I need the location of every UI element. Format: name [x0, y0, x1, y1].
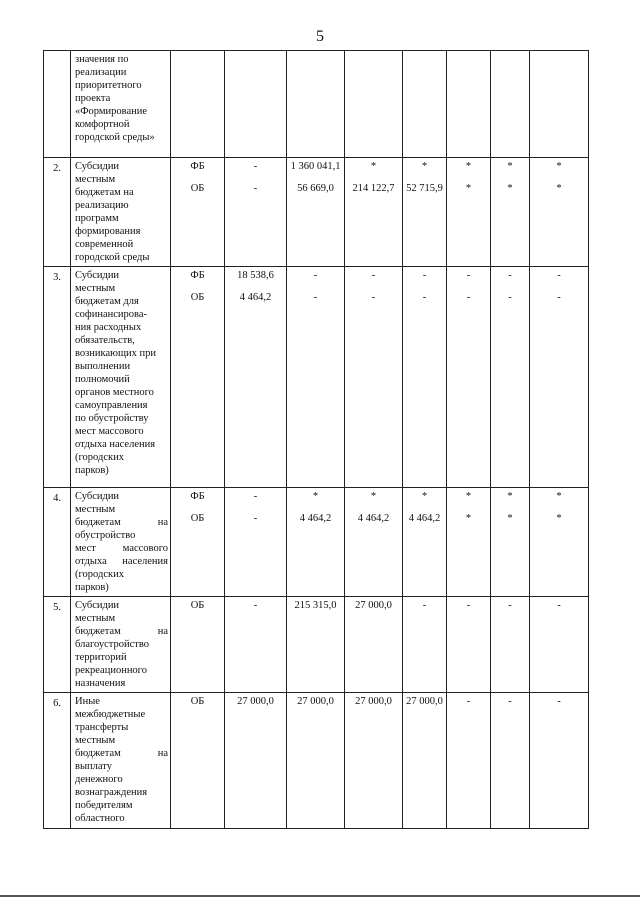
value-text: - [371, 270, 376, 281]
name-line: формирования [75, 226, 141, 237]
name-line: реализации [75, 67, 127, 78]
value-cell [491, 488, 530, 597]
value-cell [530, 51, 589, 158]
value-cell [287, 51, 345, 158]
value-cell [530, 158, 589, 267]
value-text: - [557, 600, 561, 611]
row-name [71, 51, 171, 158]
value-text: 18 538,6 [237, 270, 274, 281]
value-text: - [466, 696, 471, 707]
source-label: ОБ [190, 183, 205, 194]
value-cell [530, 693, 589, 829]
name-line: по обустройству [75, 413, 149, 424]
source-label: ФБ [190, 161, 205, 172]
table-row [44, 267, 589, 488]
name-line: комфортной [75, 119, 130, 130]
value-cell [403, 597, 447, 693]
value-text: 1 360 041,1 [290, 161, 341, 172]
value-text: * [465, 513, 472, 524]
value-cell [345, 267, 403, 488]
source-label: ОБ [190, 696, 205, 707]
value-text: 4 464,2 [239, 292, 272, 303]
value-text: 4 464,2 [299, 513, 332, 524]
funding-source [171, 488, 225, 597]
value-text: 27 000,0 [355, 696, 392, 707]
name-line: программ [75, 213, 119, 224]
name-line: бюджетам на [75, 517, 168, 528]
name-line: местным [75, 613, 116, 624]
name-line: Субсидии [75, 161, 120, 172]
name-line: городской среды [75, 252, 150, 263]
name-line: «Формирование [75, 106, 148, 117]
row-number: 5. [44, 597, 71, 693]
value-cell [225, 51, 287, 158]
name-line: Субсидии [75, 600, 120, 611]
value-text: - [422, 600, 427, 611]
row-number: 2. [44, 158, 71, 267]
value-cell [447, 597, 491, 693]
funding-source [171, 693, 225, 829]
funding-source [171, 267, 225, 488]
name-line: бюджетам на [75, 626, 168, 637]
name-line: мест массового [75, 426, 144, 437]
name-line: Субсидии [75, 491, 120, 502]
name-line: межбюджетные [75, 709, 146, 720]
name-line: городской среды» [75, 132, 155, 143]
name-line: местным [75, 504, 116, 515]
value-text: * [507, 161, 513, 172]
value-text: 215 315,0 [294, 600, 337, 611]
name-line: отдыха населения [75, 556, 168, 567]
source-label: ФБ [190, 270, 205, 281]
value-text: - [253, 183, 258, 194]
name-line: проекта [75, 93, 111, 104]
name-line: Субсидии [75, 270, 120, 281]
value-text: - [313, 292, 318, 303]
value-text: 56 669,0 [297, 183, 334, 194]
value-text: - [422, 292, 427, 303]
value-cell [287, 597, 345, 693]
page-number: 5 [316, 28, 324, 45]
name-line: отдыха населения [75, 439, 156, 450]
value-cell [345, 51, 403, 158]
value-text: * [507, 513, 513, 524]
value-text: - [508, 292, 512, 303]
value-cell [491, 693, 530, 829]
value-cell [287, 693, 345, 829]
funding-source [171, 51, 225, 158]
value-text: * [465, 183, 472, 194]
name-line: реализацию [75, 200, 129, 211]
value-cell [225, 267, 287, 488]
source-label: ОБ [190, 600, 205, 611]
name-line: органов местного [75, 387, 154, 398]
row-number: 4. [44, 488, 71, 597]
name-line: (городских [75, 569, 124, 580]
name-line: Иные [75, 696, 100, 707]
value-cell [225, 488, 287, 597]
value-cell [345, 158, 403, 267]
row-name [71, 158, 171, 267]
value-text: - [253, 491, 258, 502]
name-line: выполнении [75, 361, 131, 372]
source-label: ФБ [190, 491, 205, 502]
value-cell [447, 51, 491, 158]
table-row [44, 158, 589, 267]
name-line: обязательств, [75, 335, 135, 346]
table-row [44, 597, 589, 693]
name-line: самоуправления [75, 400, 148, 411]
name-line: парков) [75, 465, 109, 476]
value-cell [403, 693, 447, 829]
value-text: * [370, 161, 377, 172]
value-text: - [466, 270, 471, 281]
value-cell [447, 488, 491, 597]
value-text: - [557, 696, 561, 707]
value-cell [225, 693, 287, 829]
value-text: * [556, 491, 562, 502]
value-text: - [466, 600, 471, 611]
name-line: полномочий [75, 374, 130, 385]
row-name [71, 597, 171, 693]
value-text: * [556, 161, 562, 172]
value-text: - [253, 161, 258, 172]
name-line: возникающих при [75, 348, 157, 359]
value-text: - [557, 292, 561, 303]
name-line: мест массового [75, 543, 168, 554]
name-line: рекреационного [75, 665, 147, 676]
row-name [71, 267, 171, 488]
value-cell [345, 693, 403, 829]
name-line: территорий [75, 652, 127, 663]
name-line: благоустройство [75, 639, 150, 650]
value-cell [491, 51, 530, 158]
value-text: 214 122,7 [352, 183, 395, 194]
value-cell [403, 158, 447, 267]
name-line: местным [75, 735, 116, 746]
value-text: 27 000,0 [237, 696, 274, 707]
funding-source [171, 158, 225, 267]
name-line: значения по [75, 54, 129, 65]
name-line: денежного [75, 774, 123, 785]
name-line: местным [75, 174, 116, 185]
name-line: ния расходных [75, 322, 142, 333]
value-text: - [508, 270, 512, 281]
name-line: (городских [75, 452, 124, 463]
name-line: выплату [75, 761, 112, 772]
value-text: - [313, 270, 318, 281]
name-line: приоритетного [75, 80, 142, 91]
name-line: местным [75, 283, 116, 294]
value-cell [225, 158, 287, 267]
value-text: * [556, 183, 562, 194]
source-label: ОБ [190, 292, 205, 303]
row-number: 3. [44, 267, 71, 488]
value-text: - [508, 600, 512, 611]
value-text: * [421, 161, 428, 172]
name-line: современной [75, 239, 134, 250]
value-cell [447, 693, 491, 829]
value-cell [530, 597, 589, 693]
value-cell [447, 158, 491, 267]
table-row [44, 488, 589, 597]
row-number: 6. [44, 693, 71, 829]
value-text: - [422, 270, 427, 281]
value-text: * [465, 491, 472, 502]
value-text: * [556, 513, 562, 524]
value-text: - [557, 270, 561, 281]
value-cell [287, 267, 345, 488]
value-cell [491, 597, 530, 693]
value-text: 27 000,0 [406, 696, 443, 707]
name-line: победителям [75, 800, 133, 811]
value-cell [530, 267, 589, 488]
value-cell [287, 158, 345, 267]
value-text: 27 000,0 [297, 696, 334, 707]
name-line: трансферты [75, 722, 129, 733]
table-row [44, 693, 589, 829]
value-text: - [371, 292, 376, 303]
value-text: - [253, 513, 258, 524]
value-cell [345, 597, 403, 693]
name-line: назначения [75, 678, 126, 689]
value-cell [447, 267, 491, 488]
source-label: ОБ [190, 513, 205, 524]
value-text: * [507, 491, 513, 502]
value-text: 27 000,0 [355, 600, 392, 611]
row-name [71, 693, 171, 829]
value-text: - [466, 292, 471, 303]
value-cell [225, 597, 287, 693]
value-cell [403, 267, 447, 488]
value-text: * [507, 183, 513, 194]
name-line: бюджетам для [75, 296, 139, 307]
value-cell [345, 488, 403, 597]
value-text: * [370, 491, 377, 502]
funding-source [171, 597, 225, 693]
budget-table [43, 50, 589, 829]
footer-line [0, 895, 640, 897]
value-text: - [253, 600, 258, 611]
value-cell [491, 158, 530, 267]
value-text: * [312, 491, 319, 502]
value-text: 52 715,9 [406, 183, 443, 194]
row-name [71, 488, 171, 597]
value-text: 4 464,2 [408, 513, 441, 524]
value-text: 4 464,2 [357, 513, 390, 524]
value-cell [287, 488, 345, 597]
name-line: бюджетам на [75, 187, 134, 198]
name-line: парков) [75, 582, 109, 593]
name-line: областного [75, 813, 125, 824]
value-cell [530, 488, 589, 597]
value-cell [403, 51, 447, 158]
value-cell [491, 267, 530, 488]
table-row [44, 51, 589, 158]
value-cell [403, 488, 447, 597]
row-number [44, 51, 71, 158]
name-line: бюджетам на [75, 748, 168, 759]
value-text: - [508, 696, 512, 707]
name-line: софинансирова- [75, 309, 147, 320]
value-text: * [465, 161, 472, 172]
name-line: вознаграждения [75, 787, 148, 798]
name-line: обустройство [75, 530, 136, 541]
value-text: * [421, 491, 428, 502]
